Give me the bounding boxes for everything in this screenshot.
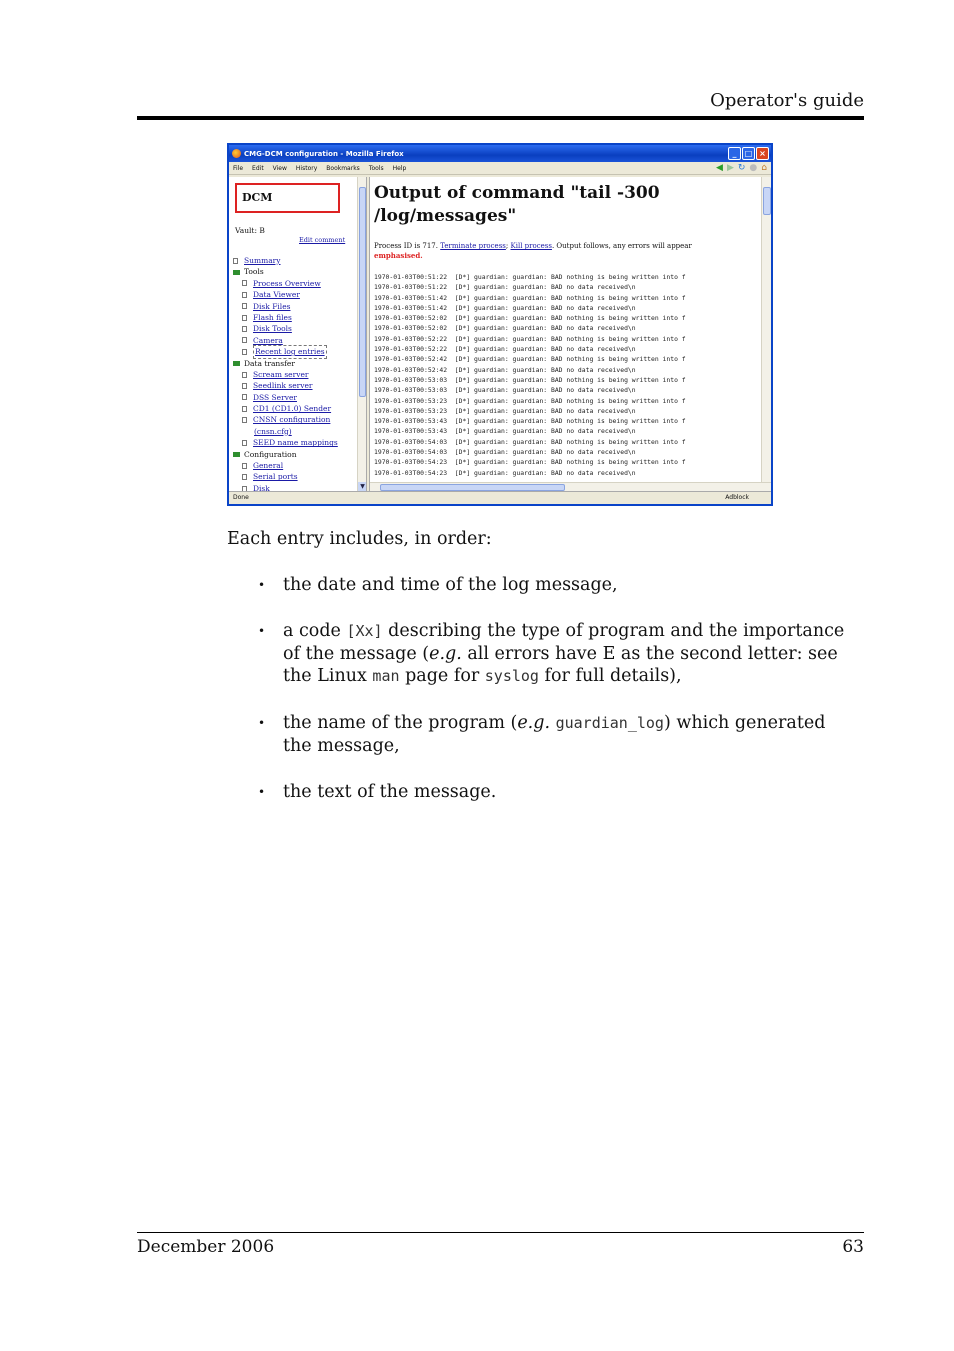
- frame-divider[interactable]: [366, 177, 370, 491]
- dcm-logo: DCM: [235, 183, 340, 213]
- log-line: 1970-01-03T00:52:22 [D*] guardian: guardian: BAD nothing is being written into f: [374, 334, 686, 343]
- vault-label: Vault: B: [235, 226, 265, 235]
- page-icon: [242, 417, 247, 423]
- page-icon: [242, 280, 247, 286]
- log-line: 1970-01-03T00:51:42 [D*] guardian: guardian: BAD nothing is being written into f: [374, 293, 686, 302]
- log-line: 1970-01-03T00:53:03 [D*] guardian: guardian: BAD nothing is being written into f: [374, 375, 686, 384]
- sidebar-scrollbar[interactable]: [357, 177, 366, 491]
- menu-view[interactable]: View: [272, 164, 287, 172]
- sidebar-item[interactable]: [233, 266, 357, 277]
- page-icon: [242, 303, 247, 309]
- firefox-icon: [232, 149, 241, 158]
- sidebar-item-label[interactable]: Process Overview: [253, 278, 321, 288]
- folder-icon: [233, 270, 240, 275]
- adblock-status[interactable]: Adblock: [725, 494, 749, 501]
- page-icon: [242, 406, 247, 412]
- list-item: [258, 574, 618, 597]
- sidebar-item[interactable]: [233, 426, 357, 437]
- horizontal-scrollbar[interactable]: [370, 482, 771, 491]
- sidebar-item[interactable]: [233, 460, 357, 471]
- log-line: 1970-01-03T00:53:43 [D*] guardian: guardian: BAD no data received\n: [374, 427, 636, 436]
- sidebar-item[interactable]: [233, 403, 357, 414]
- kill-process-link[interactable]: Kill process: [510, 242, 552, 250]
- log-line: 1970-01-03T00:54:23 [D*] guardian: guardian: BAD nothing is being written into f: [374, 458, 686, 467]
- sidebar-item[interactable]: [233, 380, 357, 391]
- window-titlebar: [229, 145, 771, 162]
- log-output: [374, 272, 761, 478]
- log-line: 1970-01-03T00:52:42 [D*] guardian: guardian: BAD nothing is being written into f: [374, 355, 686, 364]
- bullet-mark: •: [258, 578, 266, 592]
- close-button[interactable]: ×: [756, 147, 769, 160]
- list-item: [258, 712, 858, 757]
- log-line: 1970-01-03T00:53:23 [D*] guardian: guardian: BAD nothing is being written into f: [374, 396, 686, 405]
- page-icon: [233, 258, 238, 264]
- sidebar-item-label[interactable]: General: [253, 461, 284, 471]
- menu-bar: [229, 162, 771, 175]
- menu-file[interactable]: File: [233, 164, 244, 172]
- log-line: 1970-01-03T00:54:03 [D*] guardian: guardian: BAD no data received\n: [374, 448, 636, 457]
- sidebar-item-label[interactable]: Disk Tools: [253, 324, 292, 334]
- menu-bookmarks[interactable]: Bookmarks: [326, 164, 360, 172]
- sidebar-item[interactable]: [233, 392, 357, 403]
- sidebar-item[interactable]: [233, 358, 357, 369]
- page-icon: [242, 394, 247, 400]
- sidebar-item-label[interactable]: Data Viewer: [253, 290, 300, 300]
- page-icon: [242, 337, 247, 343]
- horizontal-scroll-thumb[interactable]: [380, 484, 565, 491]
- window-title: CMG-DCM configuration - Mozilla Firefox: [244, 149, 404, 158]
- browser-window-screenshot: [227, 143, 773, 506]
- bullet-mark: •: [258, 624, 266, 638]
- sidebar-item-label[interactable]: Scream server: [253, 369, 309, 379]
- log-line: 1970-01-03T00:51:22 [D*] guardian: guardian: BAD nothing is being written into f: [374, 273, 686, 281]
- sidebar-item-label[interactable]: Summary: [244, 256, 281, 265]
- sidebar-item-label[interactable]: (cnsn.cfg): [254, 426, 292, 436]
- home-icon[interactable]: ⌂: [761, 163, 767, 173]
- log-line: 1970-01-03T00:52:22 [D*] guardian: guardian: BAD no data received\n: [374, 345, 636, 354]
- process-info: [374, 241, 759, 261]
- sidebar-item-label[interactable]: Camera: [253, 335, 283, 345]
- page-number: 63: [842, 1237, 864, 1257]
- reload-icon[interactable]: ↻: [737, 163, 746, 173]
- main-frame: [372, 177, 761, 482]
- main-scrollbar[interactable]: [761, 177, 771, 482]
- sidebar-scroll-thumb[interactable]: [359, 187, 366, 397]
- page-header: Operator's guide: [710, 90, 864, 111]
- sidebar-item[interactable]: [233, 312, 357, 323]
- log-line: 1970-01-03T00:53:43 [D*] guardian: guardian: BAD nothing is being written into f: [374, 417, 686, 426]
- log-line: 1970-01-03T00:51:22 [D*] guardian: guardian: BAD no data received\n: [374, 283, 636, 292]
- log-line: 1970-01-03T00:52:42 [D*] guardian: guardian: BAD no data received\n: [374, 365, 636, 374]
- menu-tools[interactable]: Tools: [368, 164, 384, 172]
- log-line: 1970-01-03T00:53:03 [D*] guardian: guardian: BAD no data received\n: [374, 386, 636, 395]
- sidebar-item[interactable]: [233, 483, 357, 491]
- page-icon: [242, 349, 247, 355]
- main-scroll-thumb[interactable]: [763, 187, 771, 215]
- log-line: 1970-01-03T00:52:02 [D*] guardian: guardian: BAD no data received\n: [374, 324, 636, 333]
- folder-icon: [233, 361, 240, 366]
- header-rule: [137, 116, 864, 120]
- terminate-process-link[interactable]: Terminate process: [440, 242, 506, 250]
- sidebar-item[interactable]: [233, 346, 357, 357]
- sidebar-item[interactable]: [233, 323, 357, 334]
- process-id-text: Process ID is 717.: [374, 242, 438, 250]
- status-bar: [229, 491, 771, 504]
- period: .: [420, 251, 423, 260]
- scroll-down-arrow-icon[interactable]: ▼: [358, 482, 367, 491]
- page-icon: [242, 292, 247, 298]
- sidebar-item-label: Tools: [244, 267, 264, 277]
- intro-paragraph: Each entry includes, in order:: [227, 529, 492, 549]
- nav-tree: [233, 255, 357, 491]
- folder-icon: [233, 452, 240, 457]
- sidebar-item[interactable]: [233, 255, 357, 266]
- sidebar-item-label[interactable]: Recent log entries: [253, 345, 327, 358]
- page-icon: [242, 463, 247, 469]
- sidebar-item-label[interactable]: DSS Server: [253, 392, 297, 402]
- sidebar-item-label[interactable]: CNSN configuration: [253, 415, 331, 425]
- log-line: 1970-01-03T00:53:23 [D*] guardian: guardian: BAD no data received\n: [374, 406, 636, 415]
- footer-date: December 2006: [137, 1237, 275, 1257]
- sidebar-item-label[interactable]: Serial ports: [253, 472, 298, 482]
- sidebar-item[interactable]: [233, 369, 357, 380]
- page-icon: [242, 326, 247, 332]
- menu-edit[interactable]: Edit: [252, 164, 264, 172]
- log-line: 1970-01-03T00:54:23 [D*] guardian: guardian: BAD no data received\n: [374, 468, 636, 477]
- footer-rule: [137, 1232, 864, 1233]
- sidebar-item-label[interactable]: Disk: [253, 483, 270, 491]
- sidebar-item[interactable]: [233, 289, 357, 300]
- page-icon: [242, 383, 247, 389]
- sidebar-item-label[interactable]: CD1 (CD1.0) Sender: [253, 404, 332, 414]
- process-info-suffix: . Output follows, any errors will appear: [551, 242, 692, 250]
- sidebar: [229, 177, 357, 491]
- bullet-mark: •: [258, 785, 266, 799]
- sidebar-item[interactable]: [233, 449, 357, 460]
- bullet-text: the text of the message.: [283, 782, 497, 802]
- sidebar-item[interactable]: [233, 301, 357, 312]
- sidebar-item-label[interactable]: SEED name mappings: [253, 438, 338, 448]
- maximize-button[interactable]: □: [742, 147, 755, 160]
- menu-history[interactable]: History: [295, 164, 318, 172]
- sidebar-item-label[interactable]: Flash files: [253, 312, 292, 322]
- sidebar-item-label: Configuration: [244, 449, 297, 459]
- stop-icon[interactable]: ●: [749, 163, 758, 173]
- sidebar-item[interactable]: [233, 414, 357, 425]
- edit-comment-link[interactable]: Edit comment: [299, 236, 346, 244]
- list-item: [258, 620, 858, 688]
- bullet-text: a code [Xx] describing the type of program and the importance of the message (e.g. all errors have E as the second letter: see the Linux man page for syslog for full details),: [283, 621, 845, 686]
- page-icon: [242, 315, 247, 321]
- page-icon: [242, 474, 247, 480]
- page-icon: [242, 440, 247, 446]
- menu-help[interactable]: Help: [392, 164, 407, 172]
- bullet-text: the name of the program (e.g. guardian_log) which generated the message,: [283, 713, 826, 756]
- sidebar-item-label: Data transfer: [244, 358, 295, 368]
- separator: ;: [505, 242, 509, 250]
- page-icon: [242, 372, 247, 378]
- log-line: 1970-01-03T00:54:03 [D*] guardian: guardian: BAD nothing is being written into f: [374, 437, 686, 446]
- back-arrow-icon[interactable]: ◀: [716, 163, 723, 173]
- forward-arrow-icon[interactable]: ▶: [726, 163, 734, 173]
- sidebar-item[interactable]: [233, 471, 357, 482]
- status-text: Done: [233, 494, 249, 501]
- log-line: 1970-01-03T00:51:42 [D*] guardian: guardian: BAD no data received\n: [374, 303, 636, 312]
- emphasised-word: emphasised: [374, 251, 421, 260]
- bullet-mark: •: [258, 716, 266, 730]
- sidebar-item-label[interactable]: Disk Files: [253, 301, 291, 311]
- bullet-text: the date and time of the log message,: [283, 575, 618, 595]
- sidebar-item-label[interactable]: Seedlink server: [253, 381, 313, 391]
- command-heading: Output of command "tail -300 /log/messages": [374, 183, 660, 226]
- sidebar-item[interactable]: [233, 278, 357, 289]
- sidebar-item[interactable]: [233, 437, 357, 448]
- list-item: [258, 781, 496, 804]
- log-line: 1970-01-03T00:52:02 [D*] guardian: guardian: BAD nothing is being written into f: [374, 314, 686, 323]
- minimize-button[interactable]: _: [728, 147, 741, 160]
